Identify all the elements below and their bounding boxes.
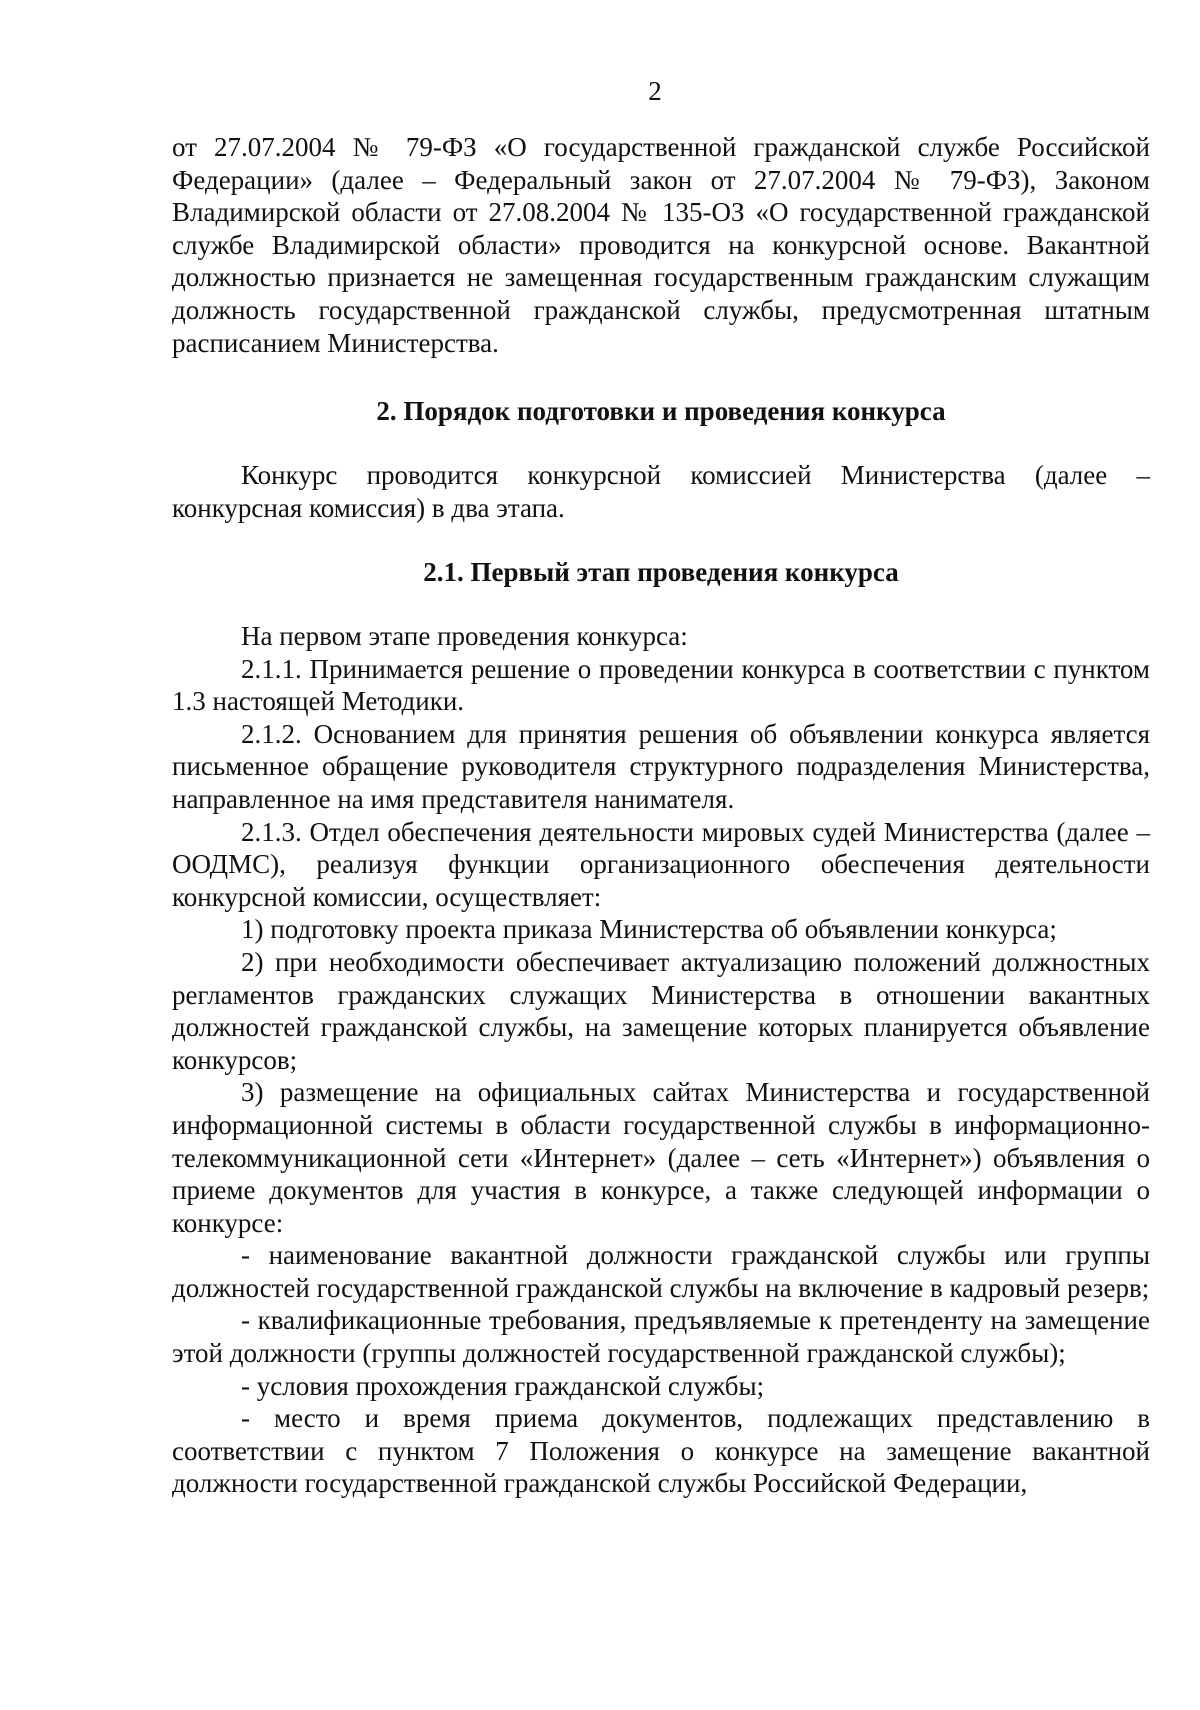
intro-block <box>172 131 1150 359</box>
list-item-2: 2) при необходимости обеспечивает актуализацию положений должностных регламентов гражданских служащих Министерства в отношении вакантных должностей гражданской службы, на замещение которых планируется объявление конкурсов; <box>172 946 1150 1075</box>
section-2-heading-wrap <box>172 395 1150 427</box>
list-item-3: 3) размещение на официальных сайтах Министерства и государственной информационной системы в области государственной службы в информационно-телекоммуникационной сети «Интернет» (далее – сеть «Интернет») объявления о приеме документов для участия в конкурсе, а также следующей информации о конкурсе: <box>172 1077 1150 1238</box>
section-2-paragraph: Конкурс проводится конкурсной комиссией Министерства (далее – конкурсная комиссия) в два этапа. <box>172 460 1150 523</box>
dash-item-conditions: - условия прохождения гражданской службы; <box>241 1370 765 1401</box>
section-2-block <box>172 459 1150 524</box>
page-number: 2 <box>648 76 662 106</box>
section-2-1-block <box>172 620 1150 1500</box>
section-2-heading: 2. Порядок подготовки и проведения конкурса <box>376 396 946 426</box>
section-2-1-heading-wrap <box>172 556 1150 588</box>
paragraph-2-1-1: 2.1.1. Принимается решение о проведении конкурса в соответствии с пунктом 1.3 настоящей Методики. <box>172 653 1150 717</box>
list-item-1: 1) подготовку проекта приказа Министерства об объявлении конкурса; <box>241 914 1057 945</box>
paragraph-2-1-3: 2.1.3. Отдел обеспечения деятельности мировых судей Министерства (далее – ООДМС), реализуя функции организационного обеспечения деятельности конкурсной комиссии, осуществляет: <box>172 816 1150 912</box>
dash-item-place-time: - место и время приема документов, подлежащих представлению в соответствии с пунктом 7 Положения о конкурсе на замещение вакантной должности государственной гражданской службы Российской Федерации, <box>172 1403 1150 1499</box>
paragraph-first-stage: На первом этапе проведения конкурса: <box>241 621 688 651</box>
dash-item-qualification: - квалификационные требования, предъявляемые к претенденту на замещение этой должности (группы должностей государственной гражданской службы); <box>172 1305 1150 1369</box>
section-2-1-heading: 2.1. Первый этап проведения конкурса <box>423 557 899 587</box>
intro-paragraph: от 27.07.2004 № 79-ФЗ «О государственной гражданской службе Российской Федерации» (далее – Федеральный закон от 27.07.2004 № 79-ФЗ), Законом Владимирской области от 27.08.2004 № 135-ОЗ «О государственной гражданской службе Владимирской области» проводится на конкурсной основе. Вакантной должностью признается не замещенная государственным гражданским служащим должность государственной гражданской службы, предусмотренная штатным расписанием Министерства. <box>172 132 1150 358</box>
dash-item-position-name: - наименование вакантной должности гражданской службы или группы должностей государственной гражданской службы на включение в кадровый резерв; <box>172 1240 1150 1303</box>
paragraph-2-1-2: 2.1.2. Основанием для принятия решения об объявлении конкурса является письменное обращение руководителя структурного подразделения Министерства, направленное на имя представителя нанимателя. <box>172 718 1150 814</box>
